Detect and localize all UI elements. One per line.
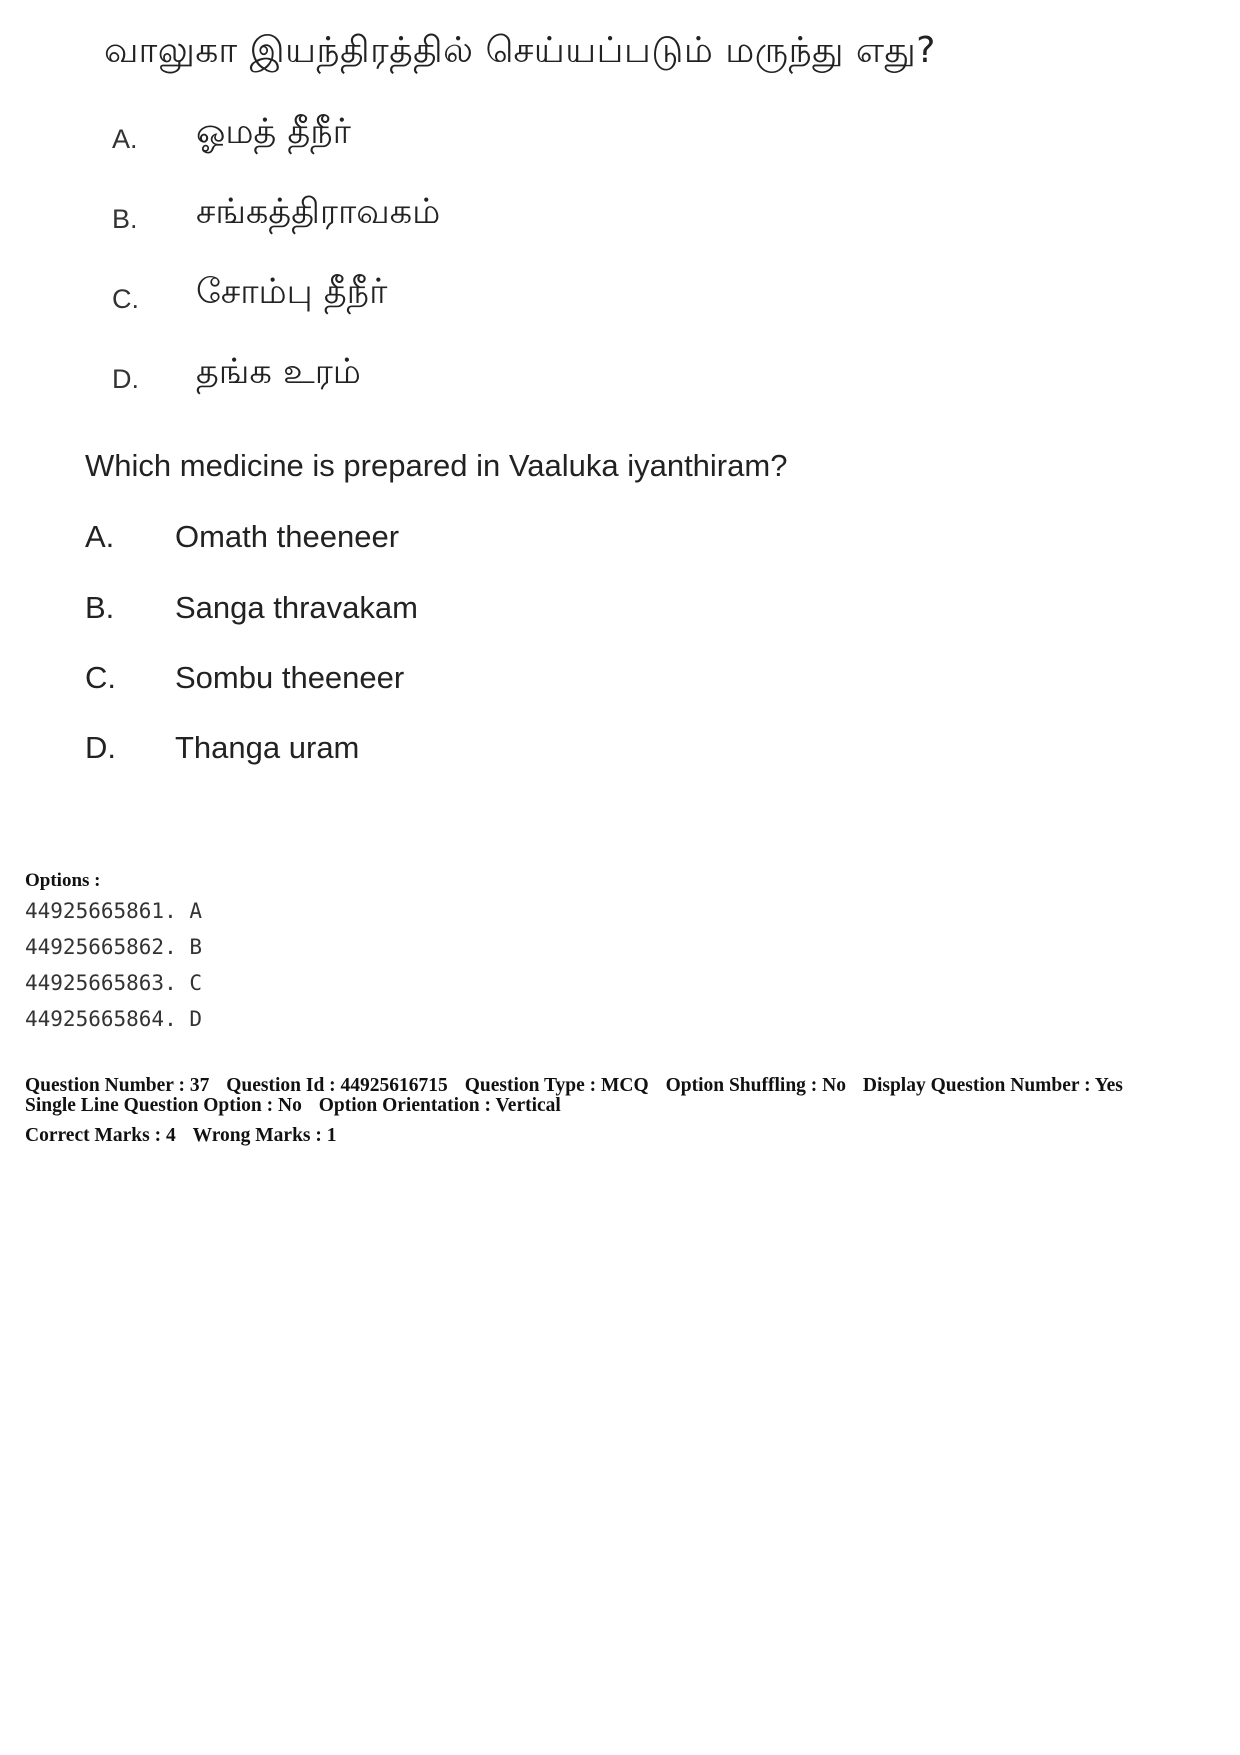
display-question-number: Display Question Number : Yes [862, 1075, 1123, 1096]
english-option-text: Thanga uram [175, 730, 360, 765]
correct-marks: Correct Marks : 4 [25, 1125, 176, 1146]
tamil-option-letter: D. [112, 364, 139, 394]
tamil-option-letter: C. [112, 284, 139, 314]
english-option-letter: C. [85, 660, 116, 695]
question-id: Question Id : 44925616715 [226, 1075, 448, 1096]
question-meta-line-1 [25, 1075, 1123, 1097]
tamil-option-letter: B. [112, 204, 138, 234]
question-type: Question Type : MCQ [464, 1075, 649, 1096]
tamil-option-text: சங்கத்திராவகம் [196, 192, 441, 232]
option-id-item: 44925665864. D [25, 1007, 203, 1031]
tamil-option-text: தங்க உரம் [196, 352, 361, 392]
tamil-option-text: ஓமத் தீநீர் [196, 112, 351, 152]
question-number: Question Number : 37 [25, 1075, 210, 1096]
english-option-text: Sanga thravakam [175, 590, 418, 625]
question-image [0, 0, 1240, 790]
english-option-letter: B. [85, 590, 115, 625]
wrong-marks: Wrong Marks : 1 [192, 1125, 337, 1146]
single-line-question-option: Single Line Question Option : No [25, 1095, 302, 1116]
options-label: Options : [25, 870, 101, 891]
question-meta-line-3 [25, 1125, 337, 1147]
option-id-item: 44925665863. C [25, 971, 203, 995]
english-question-text: Which medicine is prepared in Vaaluka iyanthiram? [85, 448, 788, 483]
tamil-option-text: சோம்பு தீநீர் [196, 272, 388, 312]
english-option-text: Omath theeneer [175, 519, 400, 554]
tamil-question-text: வாலுகா இயந்திரத்தில் செய்யப்படும் மருந்து எது? [104, 30, 936, 71]
english-option-letter: A. [85, 519, 115, 554]
option-id-item: 44925665861. A [25, 899, 203, 923]
english-option-text: Sombu theeneer [175, 660, 405, 695]
english-option-letter: D. [85, 730, 116, 765]
option-id-item: 44925665862. B [25, 935, 203, 959]
option-shuffling: Option Shuffling : No [665, 1075, 846, 1096]
option-orientation: Option Orientation : Vertical [318, 1095, 561, 1116]
question-meta-line-2 [25, 1095, 561, 1117]
tamil-option-letter: A. [112, 124, 138, 154]
